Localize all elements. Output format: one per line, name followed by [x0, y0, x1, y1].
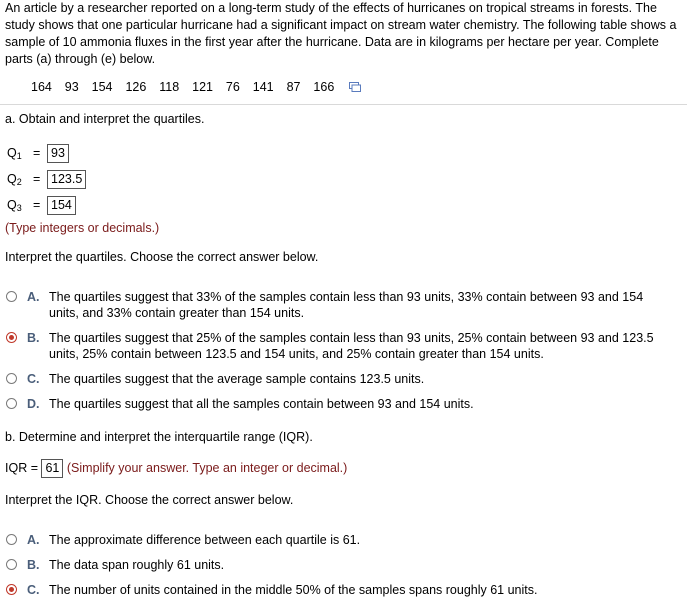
option-letter: A. [27, 290, 40, 304]
part-a-hint: (Type integers or decimals.) [5, 221, 160, 235]
option-letter: B. [27, 558, 40, 572]
option-text: The data span roughly 61 units. [49, 558, 225, 572]
section-divider [0, 104, 687, 105]
iqr-row [5, 458, 347, 478]
option-letter: C. [27, 583, 40, 597]
q2-answer-box[interactable]: 123.5 [47, 170, 86, 189]
q1-row: $Q_1 = 93$ [7, 143, 69, 163]
part-b-prompt: b. Determine and interpret the interquartile range (IQR). [5, 430, 313, 444]
option-text: The quartiles suggest that 33% of the samples contain less than 93 units, 33% contain between 93 and 154 units, and 33% contain greater than 154 units. [49, 290, 644, 320]
radio-button[interactable] [6, 291, 17, 302]
part-b-interpret-prompt: Interpret the IQR. Choose the correct answer below. [5, 493, 294, 507]
data-values-row [31, 80, 361, 94]
q1-answer-box[interactable]: 93 [47, 144, 69, 163]
copy-data-icon[interactable] [349, 81, 361, 90]
iqr-label: IQR = [5, 461, 38, 475]
radio-button[interactable] [6, 559, 17, 570]
radio-button-selected[interactable] [6, 332, 17, 343]
option-letter: A. [27, 533, 40, 547]
q1-label: $Q_1$ [7, 146, 22, 161]
option-text: The number of units contained in the middle 50% of the samples spans roughly 61 units. [49, 583, 538, 597]
q2-row: $Q_2 = 123.5$ [7, 169, 86, 189]
part-a-prompt: a. Obtain and interpret the quartiles. [5, 112, 205, 126]
q3-answer-box[interactable]: 154 [47, 196, 76, 215]
problem-intro: An article by a researcher reported on a long-term study of the effects of hurricanes on tropical streams in forests. The study shows that one particular hurricane had a significant impact on stream water chemistry. The following table shows a sample of 10 ammonia fluxes in the first year after the hurricane. Data are in kilograms per hectare per year. Complete parts (a) through (e) below. [5, 1, 677, 66]
option-letter: B. [27, 331, 40, 345]
option-text: The quartiles suggest that 25% of the samples contain less than 93 units, 25% contain between 93 and 123.5 units, 25% contain between 123.5 and 154 units, and 25% contain greater than 154 units. [49, 331, 654, 361]
data-values: 164 93 154 126 118 121 76 141 87 166 [31, 80, 335, 94]
option-text: The quartiles suggest that all the samples contain between 93 and 154 units. [49, 397, 474, 411]
q2-label: $Q_2$ [7, 172, 22, 187]
q3-row: $Q_3 = 154$ [7, 195, 76, 215]
q3-label: $Q_3$ [7, 198, 22, 213]
iqr-answer-box[interactable]: 61 [41, 459, 63, 478]
iqr-hint: (Simplify your answer. Type an integer or decimal.) [66, 461, 348, 475]
part-a-interpret-prompt: Interpret the quartiles. Choose the correct answer below. [5, 250, 319, 264]
option-text: The approximate difference between each quartile is 61. [49, 533, 361, 547]
radio-button[interactable] [6, 398, 17, 409]
option-text: The quartiles suggest that the average sample contains 123.5 units. [49, 372, 425, 386]
radio-button[interactable] [6, 373, 17, 384]
radio-button[interactable] [6, 534, 17, 545]
option-letter: D. [27, 397, 40, 411]
option-letter: C. [27, 372, 40, 386]
radio-button-selected[interactable] [6, 584, 17, 595]
